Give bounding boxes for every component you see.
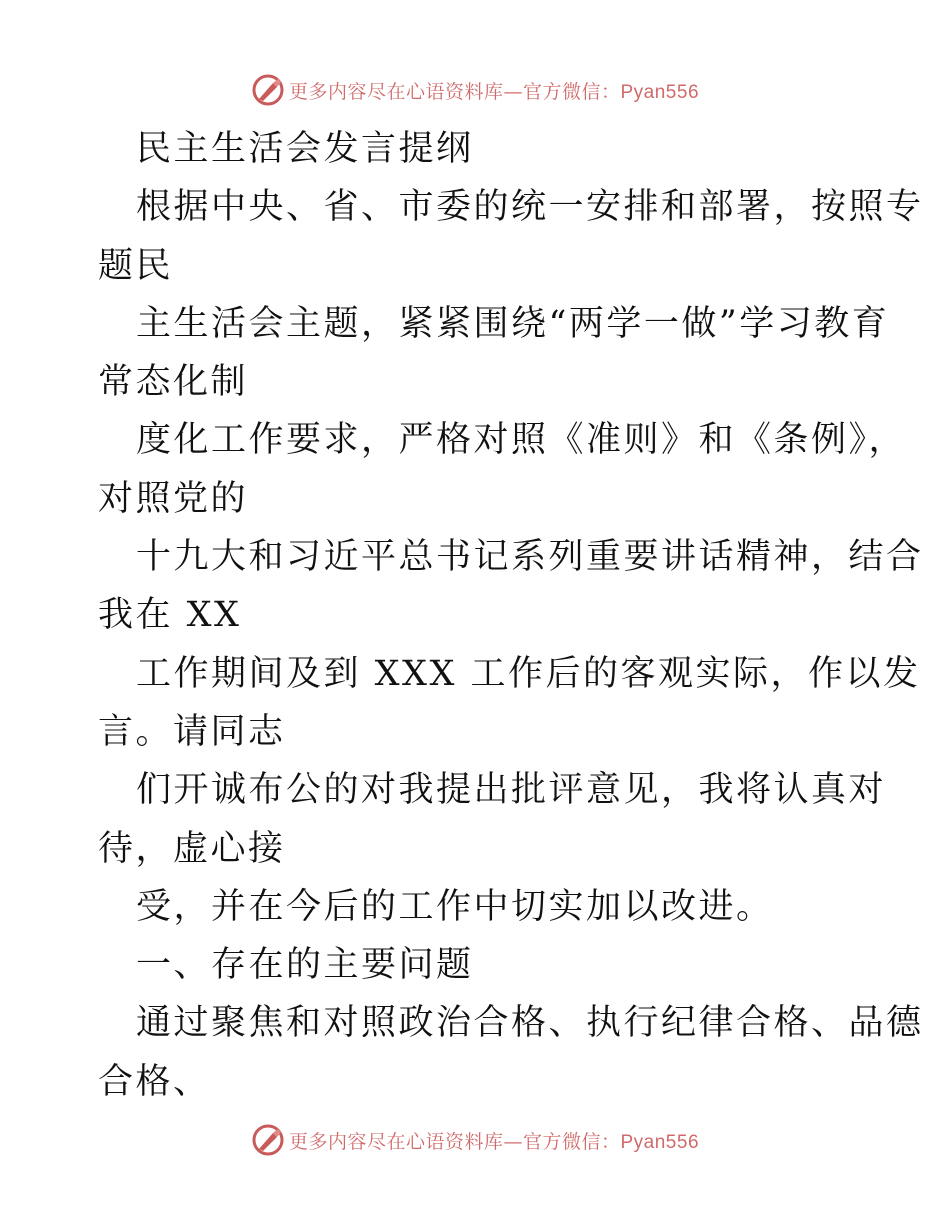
text-line: 言。请同志 <box>98 711 286 752</box>
watermark-text: 更多内容尽在心语资料库—官方微信：Pyan556 <box>288 80 700 103</box>
pen-logo-icon <box>251 1123 285 1157</box>
text-line: 通过聚焦和对照政治合格、执行纪律合格、品德 <box>136 1003 924 1044</box>
footer-watermark <box>0 1120 950 1160</box>
pen-logo-icon <box>251 73 285 107</box>
text-line: 们开诚布公的对我提出批评意见，我将认真对 <box>136 770 887 811</box>
text-line: 根据中央、省、市委的统一安排和部署，按照专 <box>136 187 924 228</box>
text-line: 工作期间及到 XXX 工作后的客观实际，作以发 <box>136 653 921 694</box>
text-line: 合格、 <box>98 1061 211 1102</box>
text-line: 受，并在今后的工作中切实加以改进。 <box>136 886 774 927</box>
text-line: 度化工作要求，严格对照《准则》和《条例》， <box>136 420 907 461</box>
header-watermark <box>0 70 950 110</box>
text-line: 对照党的 <box>98 478 249 519</box>
text-line: 十九大和习近平总书记系列重要讲话精神，结合 <box>136 537 924 578</box>
watermark-text: 更多内容尽在心语资料库—官方微信：Pyan556 <box>288 1130 700 1153</box>
text-line: 题民 <box>98 245 174 286</box>
document-body <box>98 120 924 1111</box>
text-line: 常态化制 <box>98 362 249 403</box>
text-line: 待，虚心接 <box>98 828 286 869</box>
text-line: 主生活会主题，紧紧围绕“两学一做”学习教育 <box>136 303 890 344</box>
text-line: 我在 XX <box>98 595 242 636</box>
text-line: 民主生活会发言提纲 <box>136 129 474 169</box>
text-line: 一、存在的主要问题 <box>136 945 474 986</box>
